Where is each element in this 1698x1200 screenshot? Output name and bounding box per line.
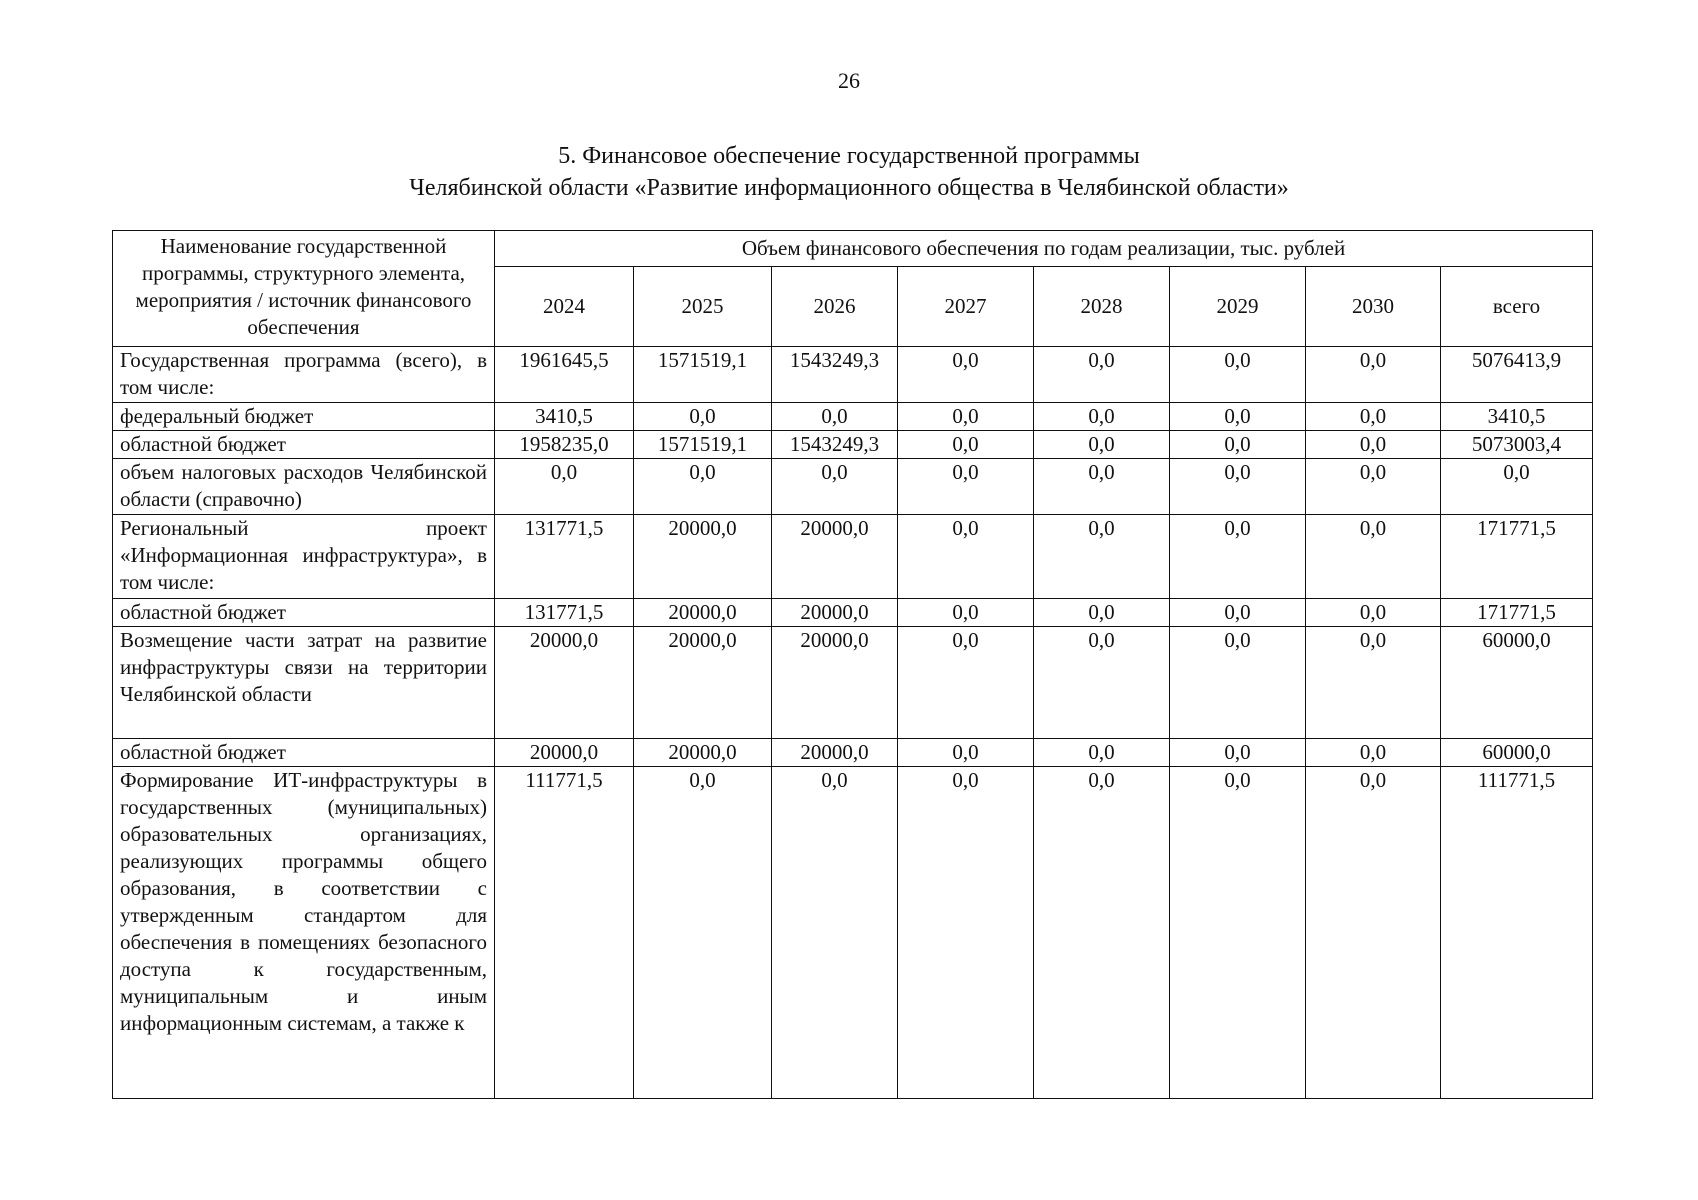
value-cell: 0,0 [1306, 431, 1441, 459]
table-row [113, 739, 1593, 767]
value-cell: 0,0 [634, 459, 772, 515]
value-cell: 111771,5 [495, 767, 634, 1099]
table-row [113, 599, 1593, 627]
value-cell: 20000,0 [772, 739, 898, 767]
total-cell: 5076413,9 [1441, 347, 1593, 403]
row-name: областной бюджет [113, 431, 495, 459]
year-header: 2024 [495, 267, 634, 347]
row-name: Формирование ИТ-инфраструктуры в государственных (муниципальных) образовательных организациях, реализующих программы общего образования, в соответствии с утвержденным стандартом для обеспечения в помещениях безопасного доступа к государственным, муниципальным и иным информационным системам, а также к [113, 767, 495, 1099]
row-name: Региональный проект «Информационная инфраструктура», в том числе: [113, 515, 495, 599]
value-cell: 0,0 [495, 459, 634, 515]
value-cell: 0,0 [1170, 459, 1306, 515]
value-cell: 20000,0 [772, 627, 898, 739]
value-cell: 20000,0 [772, 515, 898, 599]
value-cell: 0,0 [1034, 459, 1170, 515]
total-header: всего [1441, 267, 1593, 347]
value-cell: 0,0 [898, 347, 1034, 403]
value-cell: 0,0 [898, 403, 1034, 431]
table-row [113, 627, 1593, 739]
value-cell: 3410,5 [495, 403, 634, 431]
value-cell: 0,0 [1306, 459, 1441, 515]
total-cell: 60000,0 [1441, 627, 1593, 739]
row-name: Государственная программа (всего), в том числе: [113, 347, 495, 403]
section-title-line-1: 5. Финансовое обеспечение государственной программы [558, 143, 1140, 169]
year-header: 2029 [1170, 267, 1306, 347]
total-cell: 111771,5 [1441, 767, 1593, 1099]
value-cell: 0,0 [1170, 431, 1306, 459]
table-row [113, 767, 1593, 1099]
value-cell: 1958235,0 [495, 431, 634, 459]
value-cell: 1571519,1 [634, 347, 772, 403]
total-cell: 3410,5 [1441, 403, 1593, 431]
total-cell: 60000,0 [1441, 739, 1593, 767]
value-cell: 131771,5 [495, 515, 634, 599]
value-cell: 1961645,5 [495, 347, 634, 403]
table-row [113, 403, 1593, 431]
value-cell: 0,0 [1170, 515, 1306, 599]
table-row [113, 515, 1593, 599]
value-cell: 0,0 [1170, 403, 1306, 431]
total-cell: 0,0 [1441, 459, 1593, 515]
table-row [113, 431, 1593, 459]
value-cell: 131771,5 [495, 599, 634, 627]
value-cell: 0,0 [898, 767, 1034, 1099]
value-cell: 20000,0 [634, 739, 772, 767]
row-name: федеральный бюджет [113, 403, 495, 431]
value-cell: 0,0 [1170, 347, 1306, 403]
value-cell: 0,0 [1306, 599, 1441, 627]
value-cell: 0,0 [898, 599, 1034, 627]
value-cell: 20000,0 [634, 515, 772, 599]
value-cell: 1543249,3 [772, 347, 898, 403]
value-cell: 0,0 [898, 459, 1034, 515]
value-cell: 0,0 [772, 403, 898, 431]
value-cell: 0,0 [1034, 599, 1170, 627]
value-cell: 0,0 [772, 767, 898, 1099]
value-cell: 20000,0 [495, 739, 634, 767]
value-cell: 0,0 [634, 767, 772, 1099]
value-cell: 0,0 [898, 739, 1034, 767]
value-cell: 0,0 [1034, 767, 1170, 1099]
value-cell: 0,0 [898, 627, 1034, 739]
value-cell: 0,0 [1034, 739, 1170, 767]
value-cell: 1571519,1 [634, 431, 772, 459]
row-name: областной бюджет [113, 599, 495, 627]
value-cell: 0,0 [898, 431, 1034, 459]
table-row [113, 459, 1593, 515]
section-title-line-2: Челябинской области «Развитие информационного общества в Челябинской области» [409, 175, 1289, 201]
total-cell: 171771,5 [1441, 515, 1593, 599]
page-number: 26 [838, 68, 860, 93]
value-cell: 20000,0 [634, 599, 772, 627]
value-cell: 0,0 [1034, 347, 1170, 403]
value-cell: 0,0 [1170, 627, 1306, 739]
row-name: областной бюджет [113, 739, 495, 767]
year-header: 2028 [1034, 267, 1170, 347]
financing-table [112, 230, 1593, 1099]
value-cell: 0,0 [1170, 599, 1306, 627]
value-cell: 0,0 [1170, 767, 1306, 1099]
name-column-header: Наименование государственной программы, структурного элемента, мероприятия / источник финансового обеспечения [113, 231, 495, 347]
value-cell: 0,0 [1034, 403, 1170, 431]
value-cell: 0,0 [1170, 739, 1306, 767]
value-cell: 0,0 [1034, 627, 1170, 739]
volume-column-header: Объем финансового обеспечения по годам реализации, тыс. рублей [495, 231, 1593, 267]
value-cell: 0,0 [1306, 403, 1441, 431]
year-header: 2026 [772, 267, 898, 347]
value-cell: 0,0 [772, 459, 898, 515]
value-cell: 1543249,3 [772, 431, 898, 459]
value-cell: 0,0 [1034, 431, 1170, 459]
value-cell: 20000,0 [772, 599, 898, 627]
value-cell: 20000,0 [495, 627, 634, 739]
row-name: Возмещение части затрат на развитие инфраструктуры связи на территории Челябинской области [113, 627, 495, 739]
value-cell: 0,0 [1034, 515, 1170, 599]
year-header: 2027 [898, 267, 1034, 347]
value-cell: 0,0 [1306, 347, 1441, 403]
value-cell: 20000,0 [634, 627, 772, 739]
year-header: 2025 [634, 267, 772, 347]
value-cell: 0,0 [1306, 627, 1441, 739]
total-cell: 5073003,4 [1441, 431, 1593, 459]
table-row [113, 347, 1593, 403]
year-header: 2030 [1306, 267, 1441, 347]
value-cell: 0,0 [634, 403, 772, 431]
row-name: объем налоговых расходов Челябинской области (справочно) [113, 459, 495, 515]
value-cell: 0,0 [1306, 767, 1441, 1099]
value-cell: 0,0 [1306, 739, 1441, 767]
value-cell: 0,0 [1306, 515, 1441, 599]
value-cell: 0,0 [898, 515, 1034, 599]
section-title [0, 140, 1698, 204]
total-cell: 171771,5 [1441, 599, 1593, 627]
